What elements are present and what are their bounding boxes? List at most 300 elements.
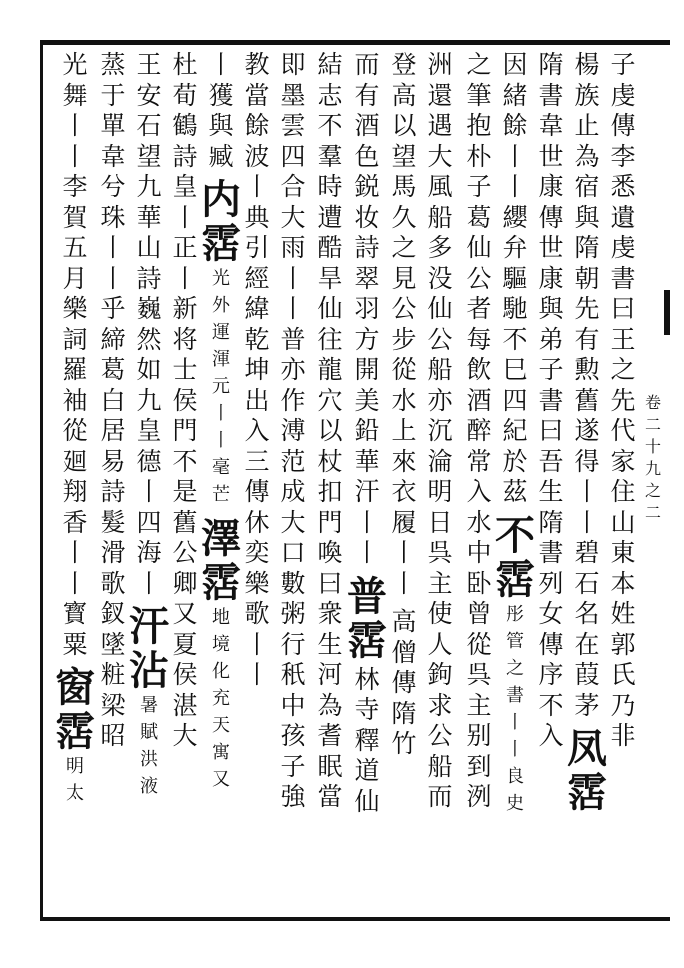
text-glyph: 往 [317,324,343,354]
headword-fengxu: 凤 霑 [567,725,607,816]
text-glyph: 步 [391,324,417,354]
text-glyph: 子 [538,355,564,384]
text-glyph: 與 [574,202,600,232]
note-glyph: 釋 [354,725,380,755]
text-column-5 [462,52,496,912]
text-glyph: 洲 [427,50,453,79]
margin-glyph: 九 [644,459,661,478]
text-column-7 [387,52,421,912]
text-glyph: 鶴 [172,111,198,140]
note-glyph: 歌 [244,599,270,628]
text-glyph: 朝 [574,263,600,293]
text-glyph: 而 [354,50,380,79]
text-glyph: 墜 [100,629,126,659]
text-glyph: 傳 [610,111,636,140]
text-glyph: 龍 [317,355,343,384]
note-glyph: 緯 [244,294,270,323]
text-glyph: 得 [574,446,600,476]
text-glyph: 没 [427,263,453,293]
text-glyph: 中 [280,690,306,720]
text-glyph: 康 [538,263,564,293]
margin-glyph: 二 [644,415,661,434]
note-glyph: 丨 [506,738,524,760]
text-glyph: 衣 [391,477,417,506]
note-glyph: 道 [354,756,380,785]
text-glyph: 丨 [574,507,600,537]
text-glyph: 九 [136,172,162,201]
text-glyph: 是 [172,477,198,506]
text-glyph: 而 [427,782,453,811]
text-glyph: 多 [427,233,453,262]
text-glyph: 強 [280,782,306,811]
text-glyph: 丨 [574,477,600,506]
text-glyph: 沉 [427,416,453,445]
text-glyph: 荀 [172,80,198,110]
headword-hanzhan: 汗 沾 [129,603,169,694]
text-glyph: 書 [610,263,636,293]
text-glyph: 茲 [502,477,528,506]
text-glyph: 如 [136,355,162,384]
note-glyph: 毫 [212,457,230,478]
text-glyph: 中 [466,538,492,567]
text-glyph: 歌 [100,568,126,598]
text-glyph: 緒 [502,80,528,110]
text-glyph: 楊 [574,50,600,79]
note-glyph: 寺 [354,695,380,724]
text-glyph: 勲 [574,355,600,384]
text-glyph: 與 [208,111,234,140]
text-glyph: 紀 [502,416,528,445]
text-glyph: 然 [136,324,162,354]
text-glyph: 弟 [538,324,564,354]
text-glyph: 山 [136,233,162,262]
text-glyph: 丨 [391,568,417,598]
text-glyph: 丨 [62,538,88,567]
text-glyph: 仙 [317,294,343,323]
text-glyph: 驅 [502,263,528,293]
note-glyph: 出 [244,385,270,415]
text-glyph: 非 [610,721,636,750]
text-glyph: 墨 [280,80,306,110]
text-glyph: 乎 [100,294,126,323]
text-glyph: 臧 [208,141,234,171]
text-glyph: 虔 [610,80,636,110]
text-glyph: 杖 [317,446,343,476]
headword-puxu: 普 霑 [347,572,387,664]
headword-neixu: 内 霑 [201,176,241,267]
text-glyph: 九 [136,385,162,415]
text-glyph: 李 [610,141,636,171]
text-glyph: 風 [427,172,453,201]
text-glyph: 正 [172,233,198,262]
text-glyph: 求 [427,690,453,720]
text-glyph: 士 [172,355,198,384]
text-glyph: 新 [172,294,198,323]
text-glyph: 巳 [502,355,528,384]
text-glyph: 從 [391,355,417,384]
note-glyph: 傳 [538,629,564,659]
text-glyph: 從 [62,416,88,445]
text-glyph: 上 [391,416,417,445]
text-glyph: 吾 [538,446,564,476]
text-column-16 [55,50,95,912]
text-glyph: 以 [317,416,343,445]
text-glyph: 丨 [136,477,162,506]
note-glyph: 隋 [538,507,564,537]
text-glyph: 丨 [100,263,126,293]
note-glyph: 外 [212,295,230,316]
text-glyph: 舊 [574,385,600,415]
text-glyph: 羅 [62,355,88,384]
text-glyph: 世 [538,141,564,171]
text-glyph: 遺 [610,202,636,232]
text-glyph: 公 [466,263,492,293]
text-glyph: 舊 [172,507,198,537]
text-glyph: 丨 [280,294,306,323]
text-glyph: 來 [391,446,417,476]
text-glyph: 月 [62,263,88,293]
text-glyph: 於 [502,446,528,476]
note-glyph: 丨 [212,403,230,424]
text-glyph: 翔 [62,477,88,506]
text-glyph: 粥 [280,599,306,628]
text-glyph: 公 [427,324,453,354]
text-glyph: 船 [427,355,453,384]
note-glyph: 賦 [140,722,158,743]
note-glyph: 引 [244,233,270,262]
text-glyph: 丨 [502,172,528,201]
note-glyph: 光 [212,268,230,289]
text-glyph: 遭 [317,202,343,232]
note-glyph: 又 [212,769,230,790]
text-glyph: 子 [466,172,492,201]
note-glyph: 侯 [172,660,198,689]
text-glyph: 為 [574,141,600,171]
text-glyph: 住 [610,477,636,506]
text-glyph: 扣 [317,477,343,506]
text-glyph: 丨 [100,233,126,262]
text-glyph: 郭 [610,629,636,659]
text-glyph: 隋 [538,50,564,79]
note-glyph: 天 [212,715,230,736]
text-glyph: 丨 [62,111,88,140]
text-glyph: 開 [354,355,380,384]
text-glyph: 因 [502,50,528,79]
text-glyph: 四 [502,385,528,415]
note-glyph: 休 [244,507,270,537]
text-glyph: 締 [100,324,126,354]
text-glyph: 淪 [427,446,453,476]
note-glyph: 元 [212,376,230,397]
text-glyph: 白 [100,385,126,415]
text-glyph: 遇 [427,111,453,140]
note-glyph: 經 [244,263,270,293]
text-glyph: 光 [62,50,88,79]
text-glyph: 石 [574,568,600,598]
text-glyph: 主 [427,568,453,598]
text-glyph: 将 [172,324,198,354]
text-glyph: 易 [100,446,126,476]
text-glyph: 寳 [62,599,88,628]
text-column-8 [347,50,387,912]
text-glyph: 丨 [62,568,88,598]
note-glyph: 竹 [391,729,417,758]
text-glyph: 髮 [100,507,126,537]
text-glyph: 使 [427,599,453,628]
text-glyph: 穴 [317,385,343,415]
text-glyph: 羽 [354,294,380,323]
note-glyph: 湛 [172,690,198,720]
text-glyph: 四 [280,141,306,171]
text-column-11 [240,52,274,912]
text-glyph: 止 [574,111,600,140]
text-glyph: 曰 [317,568,343,598]
text-glyph: 方 [354,324,380,354]
text-glyph: 山 [610,507,636,537]
text-glyph: 波 [244,141,270,171]
text-glyph: 主 [466,690,492,720]
note-glyph: 丨 [244,660,270,689]
text-glyph: 纓 [502,202,528,232]
margin-glyph: 二 [644,503,661,522]
note-glyph: 暑 [140,695,158,716]
text-glyph: 酒 [354,111,380,140]
text-glyph: 丨 [172,202,198,232]
text-glyph: 丨 [208,50,234,79]
text-glyph: 人 [427,629,453,659]
text-glyph: 樂 [62,294,88,323]
text-glyph: 粟 [62,629,88,659]
text-glyph: 葛 [466,202,492,232]
text-glyph: 葛 [100,355,126,384]
text-column-14 [129,50,169,912]
note-glyph: 書 [538,538,564,567]
text-glyph: 履 [391,507,417,537]
note-glyph: 地 [212,607,230,628]
text-glyph: 李 [62,172,88,201]
top-border-rule [40,40,670,45]
text-glyph: 宿 [574,172,600,201]
text-glyph: 賀 [62,202,88,232]
text-glyph: 明 [427,477,453,506]
text-glyph: 丨 [354,538,380,567]
text-glyph: 當 [317,782,343,811]
text-glyph: 仙 [466,233,492,262]
text-glyph: 呉 [427,538,453,567]
text-glyph: 袖 [62,385,88,415]
text-glyph: 不 [502,324,528,354]
text-glyph: 代 [610,416,636,445]
headword-buxu: 不 霑 [495,511,535,603]
text-glyph: 仙 [427,294,453,323]
text-glyph: 丨 [172,263,198,293]
note-glyph: 大 [172,721,198,750]
text-glyph: 在 [574,629,600,659]
text-glyph: 雲 [280,111,306,140]
text-glyph: 卧 [466,568,492,598]
text-glyph: 之 [391,233,417,262]
text-column-4 [495,50,535,912]
text-glyph: 朴 [466,141,492,171]
note-glyph: 丨 [244,629,270,659]
text-glyph: 餘 [244,111,270,140]
text-glyph: 羣 [317,141,343,171]
note-glyph: 明 [66,756,84,777]
text-glyph: 鉛 [354,416,380,445]
note-glyph: 奕 [244,538,270,567]
note-glyph: 運 [212,322,230,343]
text-glyph: 當 [244,80,270,110]
text-glyph: 喚 [317,538,343,567]
text-glyph: 到 [466,751,492,781]
text-glyph: 大 [427,141,453,171]
text-glyph: 色 [354,141,380,171]
text-glyph: 華 [136,202,162,232]
text-glyph: 普 [280,324,306,354]
text-glyph: 行 [280,629,306,659]
note-glyph: 梁 [100,690,126,720]
headword-zexu: 澤 霑 [201,515,241,606]
text-glyph: 見 [391,263,417,293]
note-glyph: 管 [506,630,524,652]
text-glyph: 于 [100,80,126,110]
text-glyph: 醉 [466,416,492,445]
text-glyph: 數 [280,568,306,598]
text-glyph: 秖 [280,660,306,689]
text-glyph: 先 [610,385,636,415]
text-glyph: 口 [280,538,306,567]
note-glyph: 典 [244,202,270,232]
text-glyph: 悉 [610,172,636,201]
text-glyph: 有 [354,80,380,110]
note-glyph: 洪 [140,749,158,770]
note-glyph: 三 [244,446,270,476]
text-glyph: 海 [136,538,162,567]
note-glyph: 仙 [354,786,380,816]
text-glyph: 弁 [502,233,528,262]
text-glyph: 香 [62,507,88,537]
note-glyph: 入 [538,721,564,750]
text-glyph: 公 [391,294,417,323]
text-glyph: 大 [280,202,306,232]
text-glyph: 教 [244,50,270,79]
text-glyph: 登 [391,50,417,79]
text-glyph: 廻 [62,446,88,476]
text-glyph: 姓 [610,599,636,628]
text-glyph: 名 [574,599,600,628]
fold-mark [664,290,670,335]
text-glyph: 翠 [354,263,380,293]
text-glyph: 衆 [317,599,343,628]
text-glyph: 結 [317,50,343,79]
text-glyph: 曰 [538,416,564,445]
text-glyph: 珠 [100,202,126,232]
bottom-border-rule [40,917,670,921]
text-glyph: 獲 [208,80,234,110]
text-glyph: 五 [62,233,88,262]
text-glyph: 本 [610,568,636,598]
text-glyph: 四 [136,507,162,537]
text-glyph: 為 [317,690,343,720]
text-glyph: 滑 [100,538,126,567]
text-glyph: 妆 [354,202,380,232]
text-glyph: 氏 [610,660,636,689]
text-column-9 [313,52,347,912]
text-glyph: 耆 [317,721,343,750]
text-column-2 [567,50,607,912]
text-glyph: 鋭 [354,172,380,201]
text-glyph: 子 [610,50,636,79]
text-column-15 [96,52,130,912]
text-glyph: 呉 [466,660,492,689]
note-glyph: 良 [506,765,524,787]
text-column-12 [201,50,241,912]
text-glyph: 有 [574,324,600,354]
text-glyph: 皇 [136,416,162,445]
note-glyph: 丨 [506,711,524,733]
text-glyph: 家 [610,446,636,476]
text-glyph: 日 [427,507,453,537]
text-glyph: 王 [610,324,636,354]
text-glyph: 雨 [280,233,306,262]
text-glyph: 每 [466,324,492,354]
text-glyph: 東 [610,538,636,567]
text-glyph: 丨 [354,507,380,537]
text-glyph: 餘 [502,111,528,140]
text-glyph: 眠 [317,751,343,781]
note-glyph: 入 [244,416,270,445]
text-glyph: 者 [466,294,492,323]
text-glyph: 茅 [574,690,600,720]
text-glyph: 傳 [538,202,564,232]
text-glyph: 高 [391,80,417,110]
text-glyph: 安 [136,80,162,110]
text-glyph: 志 [317,80,343,110]
note-glyph: 傳 [391,668,417,697]
text-glyph: 皇 [172,172,198,201]
note-glyph: 不 [538,690,564,720]
text-glyph: 飲 [466,355,492,384]
text-glyph: 兮 [100,172,126,201]
note-glyph: 寓 [212,742,230,763]
text-glyph: 舞 [62,80,88,110]
text-glyph: 韋 [100,141,126,171]
text-glyph: 蒸 [100,50,126,79]
text-glyph: 亦 [280,355,306,384]
note-glyph: 彤 [506,603,524,625]
text-glyph: 美 [354,385,380,415]
margin-glyph: 卷 [644,393,661,412]
text-glyph: 大 [280,507,306,537]
text-glyph: 粧 [100,660,126,689]
text-glyph: 先 [574,294,600,323]
text-column-1 [606,52,640,912]
text-glyph: 常 [466,446,492,476]
text-column-13 [168,52,202,912]
text-glyph: 不 [317,111,343,140]
text-glyph: 合 [280,172,306,201]
text-glyph: 河 [317,660,343,689]
text-glyph: 石 [136,111,162,140]
text-glyph: 子 [280,751,306,781]
text-glyph: 之 [610,355,636,384]
text-glyph: 詩 [100,477,126,506]
text-glyph: 丨 [244,172,270,201]
text-glyph: 作 [280,385,306,415]
note-glyph: 乾 [244,324,270,354]
text-glyph: 世 [538,233,564,262]
text-glyph: 酷 [317,233,343,262]
